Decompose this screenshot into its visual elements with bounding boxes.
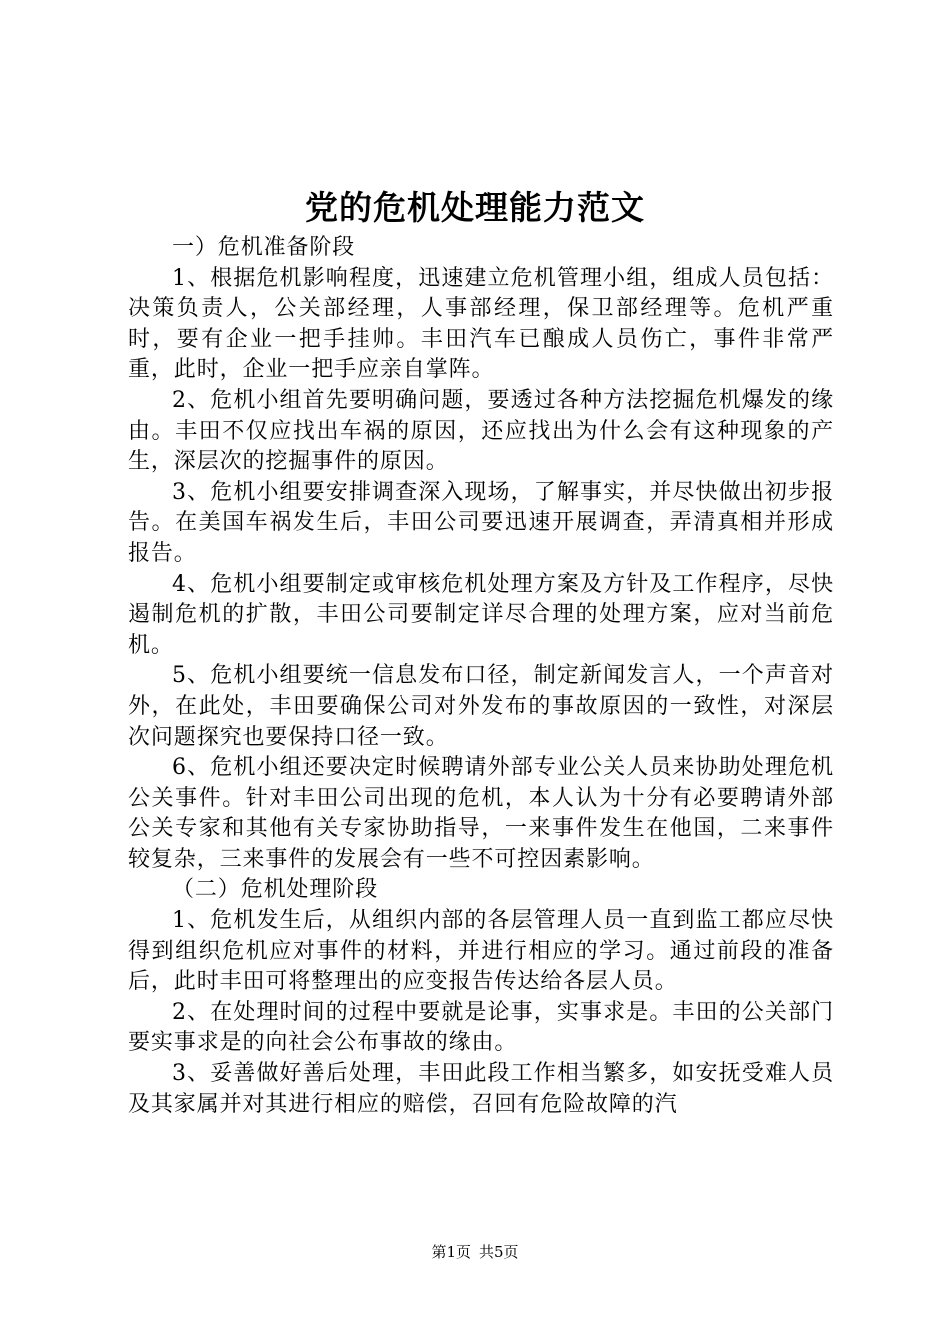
paragraph: 6、危机小组还要决定时候聘请外部专业公关人员来协助处理危机公关事件。针对丰田公司出现的危机，本人认为十分有必要聘请外部公关专家和其他有关专家协助指导，一来事件发生在他国，二来事件较复杂，三来事件的发展会有一些不可控因素影响。 [128,755,834,872]
page-number: 第1页 [431,1243,471,1261]
paragraph: 4、危机小组要制定或审核危机处理方案及方针及工作程序，尽快遏制危机的扩散，丰田公司要制定详尽合理的处理方案，应对当前危机。 [128,571,834,658]
paragraph: 1、危机发生后，从组织内部的各层管理人员一直到监工都应尽快得到组织危机应对事件的材料，并进行相应的学习。通过前段的准备后，此时丰田可将整理出的应变报告传达给各层人员。 [128,908,834,995]
section-heading: 一）危机准备阶段 [172,235,356,260]
document-body [128,233,834,1120]
page-footer [0,1241,950,1263]
paragraph: 1、根据危机影响程度，迅速建立危机管理小组，组成人员包括：决策负责人，公关部经理，人事部经理，保卫部经理等。危机严重时，要有企业一把手挂帅。丰田汽车已酿成人员伤亡，事件非常严重，此时，企业一把手应亲自掌阵。 [128,265,834,383]
paragraph: 5、危机小组要统一信息发布口径，制定新闻发言人，一个声音对外，在此处，丰田要确保公司对外发布的事故原因的一致性，对深层次问题探究也要保持口径一致。 [128,663,834,750]
paragraph: 3、妥善做好善后处理，丰田此段工作相当繁多，如安抚受难人员及其家属并对其进行相应的赔偿，召回有危险故障的汽 [128,1061,834,1117]
paragraph: 2、在处理时间的过程中要就是论事，实事求是。丰田的公关部门要实事求是的向社会公布事故的缘由。 [128,999,834,1056]
section-heading: （二）危机处理阶段 [172,877,379,903]
paragraph: 3、危机小组要安排调查深入现场，了解事实，并尽快做出初步报告。在美国车祸发生后，丰田公司要迅速开展调查，弄清真相并形成报告。 [128,479,834,566]
document-title: 党的危机处理能力范文 [305,188,645,227]
paragraph: 2、危机小组首先要明确问题，要透过各种方法挖掘危机爆发的缘由。丰田不仅应找出车祸的原因，还应找出为什么会有这种现象的产生，深层次的挖掘事件的原因。 [128,387,834,475]
page-total: 共5页 [479,1243,519,1261]
